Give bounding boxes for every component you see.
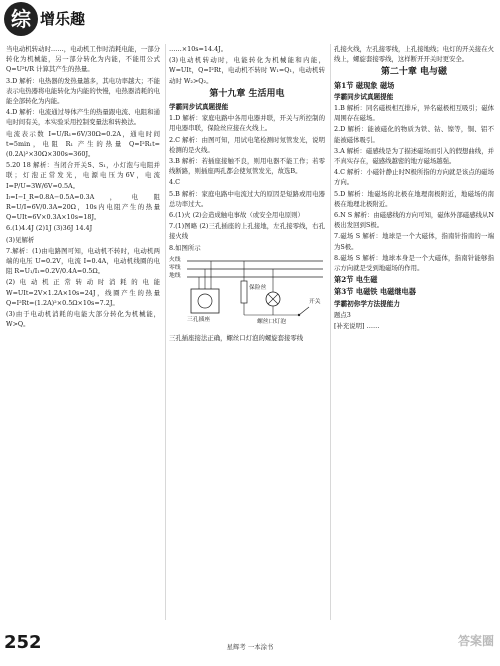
page-footer	[0, 628, 500, 666]
answer-item: 8.如图所示	[169, 243, 201, 252]
answer-item: 4.C	[169, 178, 180, 187]
page-number: 252	[4, 632, 42, 653]
answer-item: 5.D 解析：地磁场的北极在地理南极附近，地磁场的南极在地理北极附近。	[334, 189, 494, 208]
label-switch: 开关	[309, 298, 321, 305]
answer-list-col1	[6, 44, 160, 329]
answer-list-col3	[334, 44, 494, 64]
answer-item: (3)由于电动机消耗的电能大部分转化为机械能，W>Q。	[6, 310, 160, 329]
answer-item: 6.(1)火 (2)会造成触电事故（或安全用电原则）	[169, 211, 304, 220]
label-zero: 零线	[169, 264, 181, 271]
label-lamp: 螺丝口灯泡	[257, 318, 286, 325]
fuse-icon	[241, 281, 247, 303]
label-fuse: 保险丝	[249, 284, 267, 291]
answer-item: 电流表示数 I=U/R₁=6V/30Ω=0.2A，通电时间 t=5min，电阻 R₁ 产生的热量 Q=I²R₁t=(0.2A)²×30Ω×300s=360J。	[6, 129, 160, 159]
section-subtitle: 学霸同步试真题提能	[169, 103, 229, 112]
section-subtitle: 学霸初你学方法提能力	[334, 299, 400, 308]
chapter-title: 第十九章 生活用电	[209, 88, 285, 99]
answer-item: (2)电动机正常转动时消耗的电能 W=UIt=2V×1.2A×10s=24J，线圈产生的热量 Q=I²Rt=(1.2A)²×0.5Ω×10s=7.2J。	[6, 278, 160, 307]
wiring-diagram	[169, 255, 325, 331]
answer-item: 孔接火线，左孔接零线，上孔接地线；电灯的开关接在火线上，螺旋套接零线，这样断开开关时更安全。	[334, 45, 494, 64]
answer-item: 6.N S 解析：由磁感线的方向可知，磁体外部磁感线从N极出发回到S极。	[334, 211, 494, 230]
answer-item: 3.A 解析：磁感线是为了描述磁场而引入的假想曲线，并不真实存在，磁感线越密的地方磁场越强。	[334, 146, 494, 166]
answer-list-col3-sec1	[334, 103, 494, 273]
section-title: 第1节 磁现象 磁场	[334, 80, 395, 90]
label-socket: 三孔插座	[187, 316, 211, 323]
logo-text: 增乐趣	[40, 10, 86, 28]
brand-logo	[4, 2, 114, 38]
page-header	[0, 0, 500, 40]
switch-pivot-icon	[298, 314, 300, 316]
section-subtitle: 学霸同步试真题提能	[334, 92, 394, 101]
answer-item: 7.(1)图略 (2)三孔插座的上孔接地，左孔接零线，右孔接火线	[169, 222, 325, 241]
footer-note: 星辉考 一本涂书	[226, 643, 274, 651]
answer-item: 5.20 18 解析：当闭合开关S、S₁，小灯泡与电阻并联；灯泡正常发光，电源电压为6V，电流 I=P/U=3W/6V=0.5A。	[6, 161, 160, 190]
switch-icon	[299, 307, 309, 315]
answer-list-col3-sec3	[334, 310, 494, 331]
answer-item: 4.C 解析：小磁针静止时N极所指的方向就是该点的磁场方向。	[334, 168, 494, 187]
answer-item: 7.磁场 S 解析：地球是一个大磁体，指南针指南的一端为S极。	[334, 232, 494, 251]
socket-icon	[191, 289, 219, 313]
label-fire: 火线	[169, 256, 181, 263]
watermark: 答案圈	[457, 634, 494, 648]
answer-item: 2.D 解析：能被磁化的物质为铁、钴、镍等，铜、铝不能被磁体吸引。	[334, 125, 494, 144]
label-ground: 地线	[169, 272, 181, 279]
answer-item: 4.D 解析：电流通过导体产生的热量跟电流、电阻和通电时间有关，本实验采用控制变量法和转换法。	[6, 108, 160, 127]
answer-item: 5.B 解析：家庭电路中电流过大的原因是短路或用电器总功率过大。	[169, 189, 325, 208]
answer-item: 3.B 解析：若插座接触不良，则用电器不能工作；若零线断路，则插座两孔都会使氖管发光，故选B。	[169, 157, 325, 176]
answer-item: ……×10s=14.4J。	[169, 45, 228, 53]
column-1	[6, 44, 160, 620]
socket-face-icon	[198, 294, 212, 308]
section-title: 第3节 电磁铁 电磁继电器	[334, 287, 416, 297]
logo-icon: 综	[4, 2, 38, 36]
answer-item: 3.D 解析：电热器的发热量越多，其电功率越大；不能表示电热器将电能转化为内能的快慢，电热器消耗的电能全部转化为内能。	[6, 76, 160, 106]
answer-item: 2.C 解析：由图可知，用试电笔检测时氖管发光，说明检测的是火线。	[169, 135, 325, 154]
section-title: 第2节 电生磁	[334, 275, 378, 285]
diagram-caption: 三孔插座接法正确，螺丝口灯泡的螺旋套接零线	[169, 333, 304, 342]
answer-item: Iₗ=I−I_R=0.8A−0.5A=0.3A，电阻 R=U/I=6V/0.3A=20Ω，10s内电阻产生的热量 Q=UIt=6V×0.3A×10s=18J。	[6, 192, 160, 222]
answer-item: 当电动机转动时……，电动机工作时消耗电能，一部分转化为机械能，另一部分转化为内能，不能用公式 Q=U²t/R 计算其产生的热量。	[6, 45, 160, 74]
column-2	[169, 44, 325, 620]
answer-list-col2-after	[169, 113, 325, 253]
answer-item: 7.解析：(1)由电路图可知，电动机不转时，电动机两端的电压 U=0.2V，电流 I=0.4A，电动机线圈的电阻 R=U₁/I₁=0.2V/0.4A=0.5Ω。	[6, 246, 160, 276]
answer-item: 8.磁场 S 解析：地球本身是一个大磁体，指南针能够指示方向就是受到地磁场的作用。	[334, 253, 494, 273]
answer-item: 6.(1)4.4J (2)1J (3)36J 14.4J	[6, 224, 93, 233]
answer-item: 题点3	[334, 310, 351, 319]
answer-item: [补充说明] ……	[334, 322, 380, 331]
answer-item: 1.B 解析：同名磁极相互排斥，异名磁极相互吸引；磁体周围存在磁场。	[334, 104, 494, 123]
chapter-title: 第二十章 电与磁	[380, 67, 448, 78]
answer-item: 1.D 解析：家庭电路中各用电器并联，开关与所控制的用电器串联，保险丝应接在火线上。	[169, 114, 325, 133]
answer-item: (3)电动机转动时，电能转化为机械能和内能，W=UIt，Q=I²Rt，电动机不转时 W₁=Q₁，电动机转动时 W₂>Q₂。	[169, 56, 325, 85]
column-3	[334, 44, 494, 620]
answer-page	[6, 44, 494, 620]
answer-item: (3)见解析	[6, 235, 35, 244]
answer-list-col2	[169, 44, 325, 86]
